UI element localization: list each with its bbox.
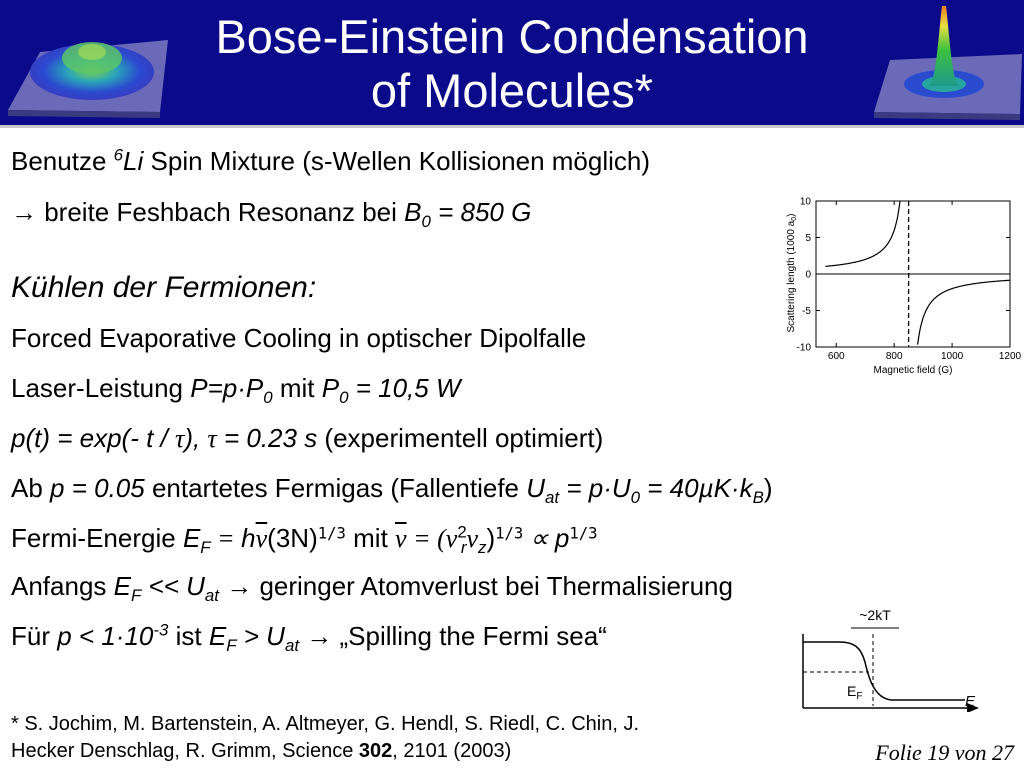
x-tick-label: 1200 — [998, 351, 1022, 362]
citation — [11, 711, 639, 765]
header-divider — [0, 125, 1024, 128]
line-forced-cooling: Forced Evaporative Cooling in optischer Dipolfalle — [11, 323, 587, 353]
curve-below-resonance — [825, 201, 900, 266]
line-degenerate: Ab p = 0.05 entartetes Fermigas (Fallentiefe $U_{at} = p\cdot U_0 = 40\mu K\cdot k_B$) — [11, 473, 773, 508]
line-fermi-energy: Fermi-Energie $E_F = h\overline{\nu}(3N)^{1/3}$ mit $\overline{\nu} = (\nu^2_r\nu_z)^{1/3} \propto p^{1/3}$ — [11, 522, 598, 558]
x-tick-labels — [828, 351, 1022, 362]
scattering-length-plot — [764, 193, 1024, 379]
energy-axis-label: E — [965, 693, 976, 710]
x-tick-label: 800 — [885, 351, 903, 362]
x-tick-label: 1000 — [940, 351, 964, 362]
line-spilling: Für $p < 1\cdot 10^{-3}$ ist $E_F > U_{at}$ → „Spilling the Fermi sea“ — [11, 620, 607, 656]
line-feshbach: → breite Feshbach Resonanz bei $B_0 = 850$ G — [11, 197, 532, 232]
slide-title — [150, 10, 874, 118]
line-power-ramp: p(t) = exp(- t / τ), τ = 0.23 s (experimentell optimiert) — [11, 423, 604, 453]
fermi-distribution-sketch — [795, 608, 995, 712]
y-tick-labels — [797, 197, 812, 354]
kt-width-label: ~2kT — [859, 608, 891, 623]
y-tick-label: 5 — [805, 233, 811, 244]
x-tick-label: 600 — [827, 351, 845, 362]
y-tick-label: 10 — [799, 196, 811, 208]
condensate-peak-image — [872, 0, 1024, 125]
line-laser-power: Laser-Leistung $P=p\cdot P_0$ mit $P_0 = 10,5$ W — [11, 373, 461, 408]
line-initial-ef: Anfangs $E_F << U_{at}$ → geringer Atomverlust bei Thermalisierung — [11, 571, 733, 606]
y-axis-label: Scattering length (1000 $a_0$) — [786, 213, 798, 333]
x-axis-label: Magnetic field (G) — [873, 365, 953, 376]
curve-above-resonance — [918, 280, 1010, 344]
y-tick-label: 0 — [805, 269, 811, 281]
citation-line-1: * S. Jochim, M. Bartenstein, A. Altmeyer, G. Hendl, S. Riedl, C. Chin, J. — [11, 713, 640, 735]
fermi-curve — [803, 642, 965, 700]
slide-number: Folie 19 von 27 — [875, 740, 1014, 765]
title-bar — [0, 0, 1024, 125]
title-line-1: Bose-Einstein Condensation — [215, 10, 809, 63]
line-spin-mixture: Benutze $^6$Li Spin Mixture (s-Wellen Kollisionen möglich) — [11, 145, 651, 176]
section-heading: Kühlen der Fermionen: — [11, 271, 317, 304]
citation-line-2: Hecker Denschlag, R. Grimm, Science 302, 2101 (2003) — [11, 740, 512, 762]
y-tick-label: -10 — [796, 342, 811, 354]
title-line-2: of Molecules* — [370, 64, 654, 117]
y-tick-label: -5 — [802, 306, 811, 317]
thermal-cloud-image — [0, 0, 170, 125]
fermi-level-label: $E_F$ — [847, 683, 863, 702]
